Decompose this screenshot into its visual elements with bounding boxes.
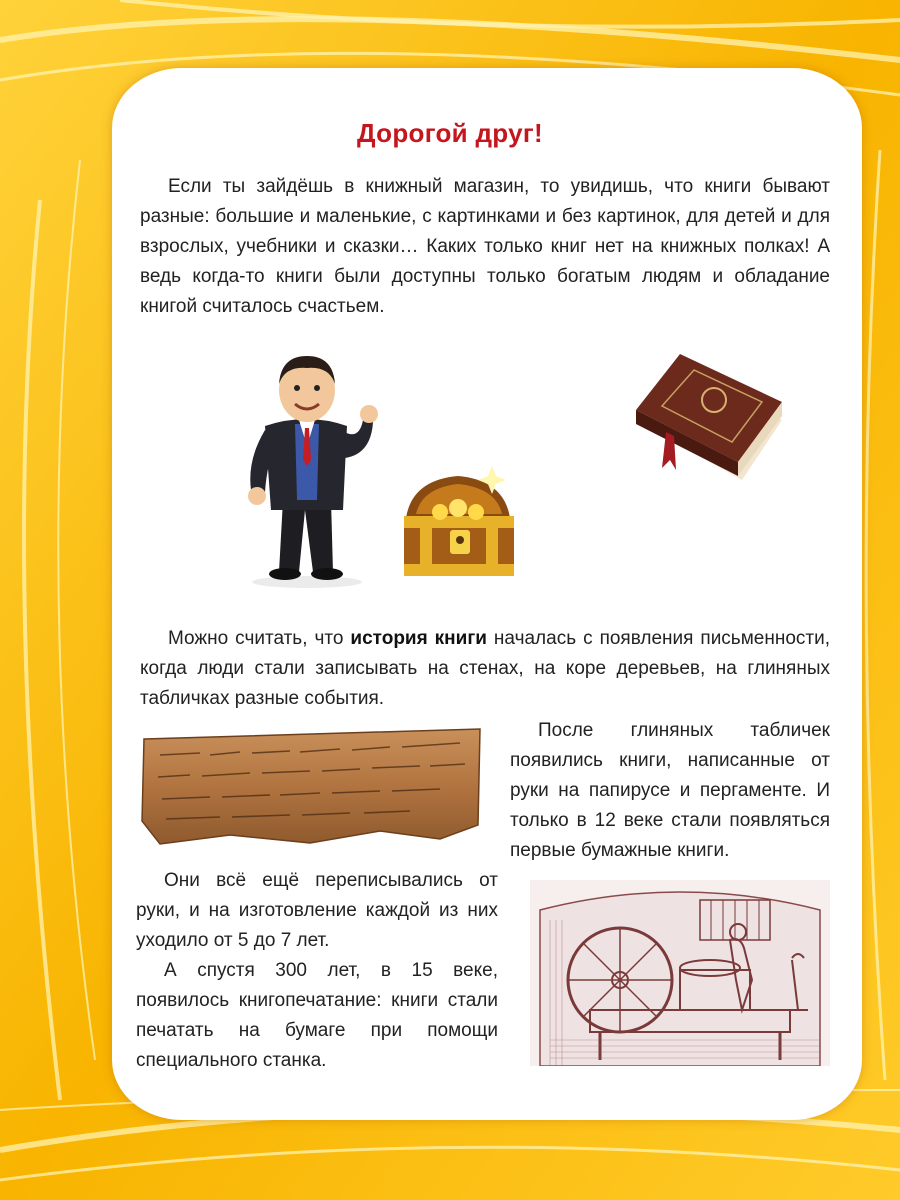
printing-press-illustration xyxy=(530,880,830,1066)
intro-text: Если ты зайдёшь в книжный магазин, то увидишь, что книги бывают разные: большие и маленькие, с картинками и без картинок, для детей и для взрослых, учебники и сказки… Каких только книг нет на книжных полках! А ведь когда-то книги были доступны только богатым людям и обладание книгой считалось счастьем. xyxy=(140,176,830,317)
businessman-illustration xyxy=(235,350,385,590)
leather-book-illustration xyxy=(622,350,792,486)
history-text-after: началась с появления письменности, когда люди стали записывать на стенах, на коре деревьев, на глиняных табличках разные события. xyxy=(140,628,830,709)
printing-paragraph xyxy=(136,866,498,1076)
printing-press-text: А спустя 300 лет, в 15 веке, появилось книгопечатание: книги стали печатать на бумаге при помощи специального станка. xyxy=(136,960,498,1071)
treasure-chest-illustration xyxy=(392,458,527,583)
papyrus-text: После глиняных табличек появились книги, написанные от руки на папирусе и пергаменте. И только в 12 веке стали появляться первые бумажные книги. xyxy=(510,720,830,861)
intro-paragraph xyxy=(140,172,830,322)
history-paragraph xyxy=(140,624,830,714)
history-highlight: история книги xyxy=(350,628,487,649)
birch-bark-letter-illustration xyxy=(140,725,485,848)
handwritten-books-text: Они всё ещё переписывались от руки, и на изготовление каждой из них уходило от 5 до 7 лет. xyxy=(136,870,498,951)
page-title: Дорогой друг! xyxy=(357,118,543,148)
history-text-before: Можно считать, что xyxy=(168,628,351,649)
papyrus-paragraph xyxy=(510,716,830,866)
